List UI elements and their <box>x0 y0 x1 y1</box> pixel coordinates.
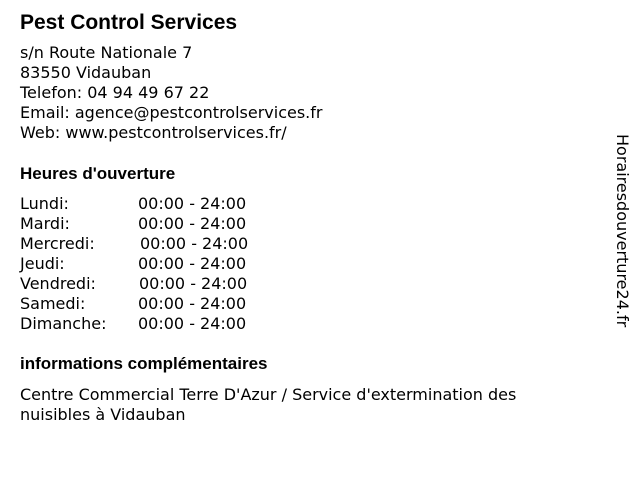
day-label: Mardi: <box>20 214 70 233</box>
day-label: Mercredi: <box>20 234 95 253</box>
info-text: Centre Commercial Terre D'Azur / Service d'extermination des nuisibles à Vidauban <box>20 385 517 424</box>
hours-row-thursday <box>20 254 280 274</box>
web-line: Web: www.pestcontrolservices.fr/ <box>20 123 287 142</box>
day-label: Samedi: <box>20 294 86 313</box>
day-label: Vendredi: <box>20 274 96 293</box>
day-label: Jeudi: <box>20 254 65 273</box>
hours-table <box>20 194 280 334</box>
time-range: 00:00 - 24:00 <box>139 274 248 293</box>
time-range: 00:00 - 24:00 <box>138 314 247 333</box>
email-line: Email: agence@pestcontrolservices.fr <box>20 103 323 122</box>
day-label: Dimanche: <box>20 314 107 333</box>
address-line-2: 83550 Vidauban <box>20 63 152 82</box>
address-line-1: s/n Route Nationale 7 <box>20 43 193 62</box>
time-range: 00:00 - 24:00 <box>138 194 247 213</box>
time-range: 00:00 - 24:00 <box>138 254 247 273</box>
phone-line: Telefon: 04 94 49 67 22 <box>20 83 210 102</box>
contact-block <box>20 43 322 143</box>
hours-row-friday <box>20 274 280 294</box>
time-range: 00:00 - 24:00 <box>140 234 249 253</box>
time-range: 00:00 - 24:00 <box>138 294 247 313</box>
day-label: Lundi: <box>20 194 69 213</box>
hours-row-tuesday <box>20 214 280 234</box>
time-range: 00:00 - 24:00 <box>138 214 247 233</box>
info-heading: informations complémentaires <box>20 354 268 373</box>
business-name: Pest Control Services <box>20 11 238 34</box>
site-watermark: Horairesdouverture24.fr <box>613 134 632 328</box>
hours-row-monday <box>20 194 280 214</box>
hours-row-saturday <box>20 294 280 314</box>
hours-heading: Heures d'ouverture <box>20 164 176 183</box>
hours-row-sunday <box>20 314 280 334</box>
hours-row-wednesday <box>20 234 280 254</box>
